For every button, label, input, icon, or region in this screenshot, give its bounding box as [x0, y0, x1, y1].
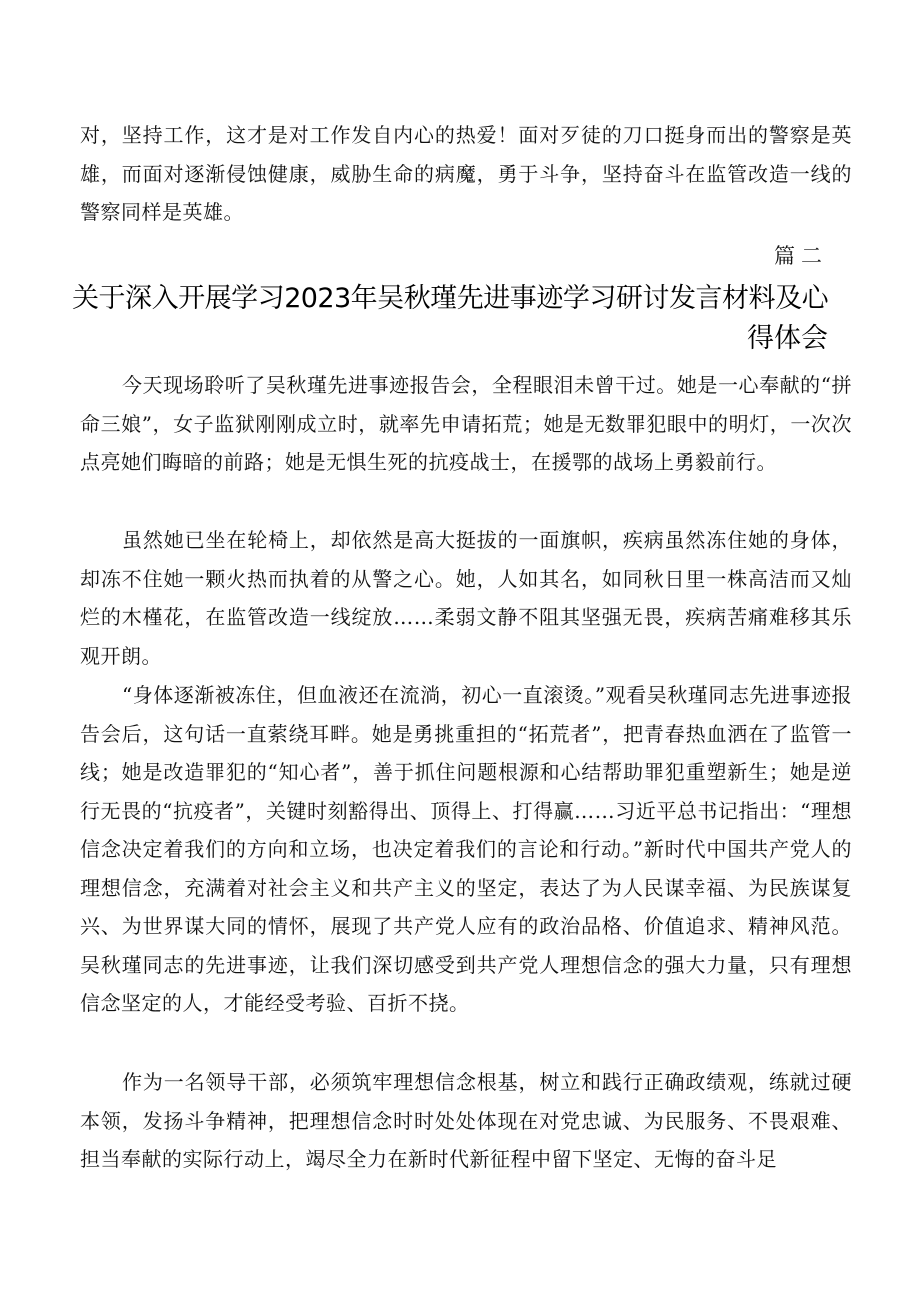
body-paragraph: 虽然她已坐在轮椅上，却依然是高大挺拔的一面旗帜，疾病虽然冻住她的身体，却冻不住她一颗火热而执着的从警之心。她，人如其名，如同秋日里一株高洁而又灿烂的木槿花，在监管改造一线绽放……柔弱文静不阻其坚强无畏，疾病苦痛难移其乐观开朗。	[80, 528, 852, 668]
section-label: 篇二	[774, 244, 828, 268]
body-paragraph: “身体逐渐被冻住，但血液还在流淌，初心一直滚烫。”观看吴秋瑾同志先进事迹报告会后，这句话一直萦绕耳畔。她是勇挑重担的“拓荒者”，把青春热血洒在了监管一线；她是改造罪犯的“知心者”，善于抓住问题根源和心结帮助罪犯重塑新生；她是逆行无畏的“抗疫者”，关键时刻豁得出、顶得上、打得赢……习近平总书记指出：“理想信念决定着我们的方向和立场，也决定着我们的言论和行动。”新时代中国共产党人的理想信念，充满着对社会主义和共产主义的坚定，表达了为人民谋幸福、为民族谋复兴、为世界谋大同的情怀，展现了共产党人应有的政治品格、价值追求、精神风范。吴秋瑾同志的先进事迹，让我们深切感受到共产党人理想信念的强大力量，只有理想信念坚定的人，才能经受考验、百折不挠。	[80, 683, 852, 1015]
title-line-1: 关于深入开展学习2023年吴秋瑾先进事迹学习研讨发言材料及心	[72, 283, 828, 314]
body-paragraph: 今天现场聆听了吴秋瑾先进事迹报告会，全程眼泪未曾干过。她是一心奉献的“拼命三娘”，女子监狱刚刚成立时，就率先申请拓荒；她是无数罪犯眼中的明灯，一次次点亮她们晦暗的前路；她是无惧生死的抗疫战士，在援鄂的战场上勇毅前行。	[80, 373, 852, 474]
intro-paragraph: 对，坚持工作，这才是对工作发自内心的热爱！面对歹徒的刀口挺身而出的警察是英雄，而面对逐渐侵蚀健康，威胁生命的病魔，勇于斗争，坚持奋斗在监管改造一线的警察同样是英雄。	[80, 123, 852, 224]
title-line-2: 得体会	[747, 323, 828, 354]
document-title	[72, 279, 828, 359]
body-paragraph: 作为一名领导干部，必须筑牢理想信念根基，树立和践行正确政绩观，练就过硬本领，发扬斗争精神，把理想信念时时处处体现在对党忠诚、为民服务、不畏艰难、担当奉献的实际行动上，竭尽全力在新时代新征程中留下坚定、无悔的奋斗足	[80, 1070, 852, 1171]
